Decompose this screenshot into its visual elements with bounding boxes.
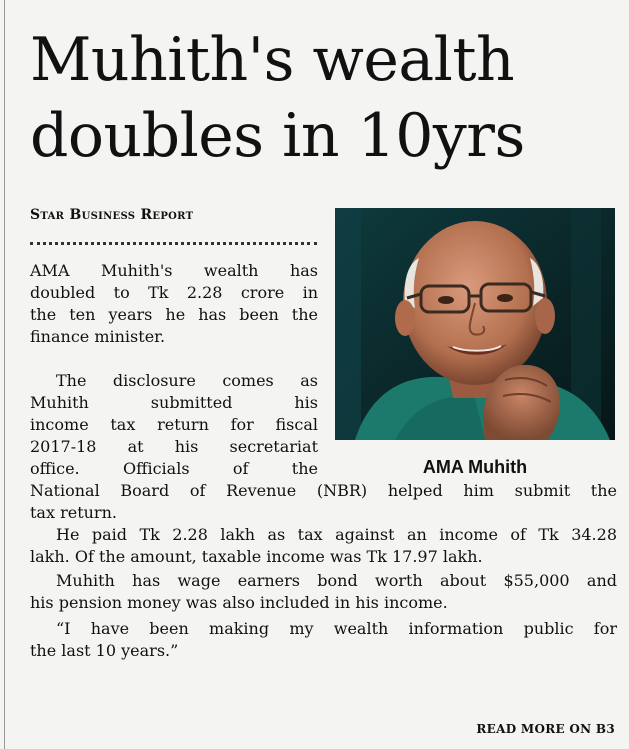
paragraph-line: “I have been making my wealth information public for (56, 619, 617, 638)
paragraph-1 (30, 260, 318, 348)
paragraph-line: He paid Tk 2.28 lakh as tax against an income of Tk 34.28 (56, 525, 617, 544)
paragraph-line: AMA Muhith's wealth has (30, 261, 318, 280)
paragraph-line: The disclosure comes as (56, 371, 318, 390)
paragraph-line: National Board of Revenue (NBR) helped him submit the (30, 481, 617, 500)
paragraph-line: the ten years he has been the (30, 305, 318, 324)
paragraph-line: the last 10 years.” (30, 641, 179, 660)
headline-line-2: doubles in 10yrs (30, 101, 525, 171)
column-rule (4, 0, 5, 749)
paragraph-line: Muhith has wage earners bond worth about $55,000 and (56, 571, 617, 590)
paragraph-5 (30, 618, 617, 662)
paragraph-2-full (30, 480, 617, 524)
paragraph-line: finance minister. (30, 327, 166, 346)
photo-caption: AMA Muhith (422, 457, 528, 477)
paragraph-2-column (30, 370, 318, 480)
dotted-separator (30, 242, 317, 245)
read-more-link[interactable]: READ MORE ON B3 (476, 722, 615, 736)
paragraph-line: doubled to Tk 2.28 crore in (30, 283, 318, 302)
byline (30, 207, 193, 223)
byline-text: Star Business Report (30, 207, 194, 223)
paragraph-line: Muhith submitted his (30, 393, 318, 412)
headline-line-1: Muhith's wealth (30, 25, 515, 95)
paragraph-4 (30, 570, 617, 614)
paragraph-line: office. Officials of the (30, 459, 318, 478)
paragraph-line: lakh. Of the amount, taxable income was Tk 17.97 lakh. (30, 547, 483, 566)
paragraph-line: 2017-18 at his secretariat (30, 437, 318, 456)
portrait-illustration (335, 208, 615, 440)
portrait-photo (335, 208, 615, 440)
paragraph-line: his pension money was also included in his income. (30, 593, 448, 612)
paragraph-line: income tax return for fiscal (30, 415, 318, 434)
paragraph-line: tax return. (30, 503, 117, 522)
paragraph-3 (30, 524, 617, 568)
headline (30, 22, 625, 174)
